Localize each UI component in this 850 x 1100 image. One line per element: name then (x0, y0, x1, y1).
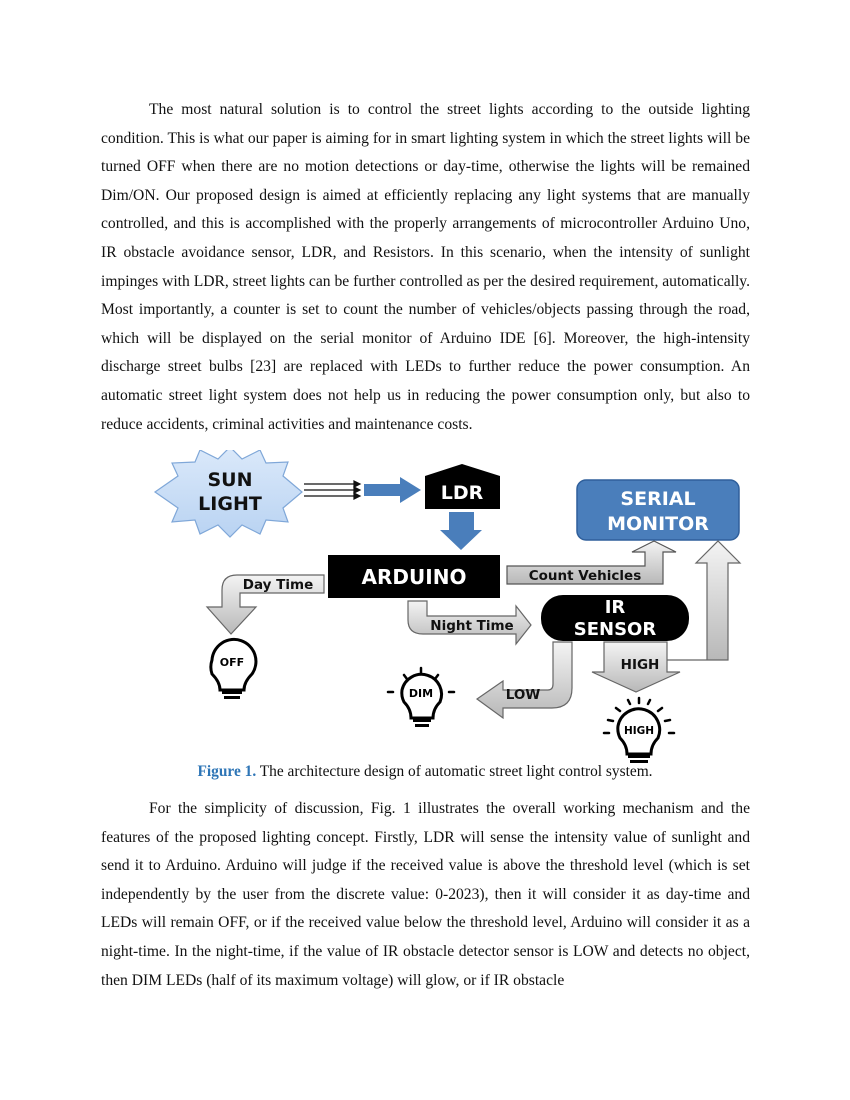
day-time-label: Day Time (242, 577, 314, 593)
light-rays (304, 481, 360, 499)
arduino-label: ARDUINO (361, 565, 467, 589)
low-arrow-label: LOW (505, 687, 541, 703)
figure-caption (0, 761, 850, 783)
body-paragraph-2: For the simplicity of discussion, Fig. 1 illustrates the overall working mechanism and the features of the proposed lighting concept. Firstly, LDR will sense the intensity value of sunlight and send it to Arduino. Arduino will judge if the received value is above the threshold level (which is set independently by the user from the discrete value: 0-2023), then it will consider it as day-time and LEDs will remain OFF, or if the received value below the threshold level, Arduino will consider it as a night-time. In the night-time, if the value of IR obstacle detector sensor is LOW and detects no object, then DIM LEDs (half of its maximum voltage) will glow, or if IR obstacle (101, 800, 750, 989)
figure-caption-label: Figure 1. (197, 763, 257, 780)
off-bulb-label: OFF (219, 656, 245, 669)
arrow-to-ldr (364, 477, 421, 503)
count-vehicles-label: Count Vehicles (528, 568, 642, 584)
ir-label-line1: IR (604, 597, 626, 618)
sun-label-line1: SUN (207, 469, 253, 491)
body-paragraph-1: The most natural solution is to control the street lights according to the outside lighting condition. This is what our paper is aiming for in smart lighting system in which the street lights will be turned OFF when there are no motion detections or day-time, otherwise the lights will be remained Dim/ON. Our proposed design is aimed at efficiently replacing any light systems that are manually controlled, and this is accomplished with the properly arrangements of microcontroller Arduino Uno, IR obstacle avoidance sensor, LDR, and Resistors. In this scenario, when the intensity of sunlight impinges with LDR, street lights can be further controlled as per the desired requirement, automatically. Most importantly, a counter is set to count the number of vehicles/objects passing through the road, which will be displayed on the serial monitor of Arduino IDE [6]. Moreover, the high-intensity discharge street bulbs [23] are replaced with LEDs to further reduce the power consumption. An automatic street light system does not help us in reducing the power consumption only, but also to reduce accidents, criminal activities and maintenance costs. (101, 101, 750, 433)
high-arrow-label: HIGH (620, 657, 660, 673)
ldr-label: LDR (440, 482, 484, 504)
figure-caption-text: The architecture design of automatic street light control system. (256, 763, 653, 780)
low-arrow (477, 642, 572, 718)
serial-label-line2: MONITOR (607, 513, 709, 535)
ir-label-line2: SENSOR (573, 619, 657, 640)
night-time-label: Night Time (430, 618, 514, 634)
sun-label-line2: LIGHT (198, 493, 262, 515)
high-bulb-label: HIGH (623, 725, 655, 737)
dim-bulb-label: DIM (408, 687, 434, 700)
serial-label-line1: SERIAL (620, 488, 696, 510)
arrow-to-arduino (440, 512, 482, 550)
off-bulb-icon (211, 639, 256, 699)
architecture-figure (0, 450, 850, 770)
